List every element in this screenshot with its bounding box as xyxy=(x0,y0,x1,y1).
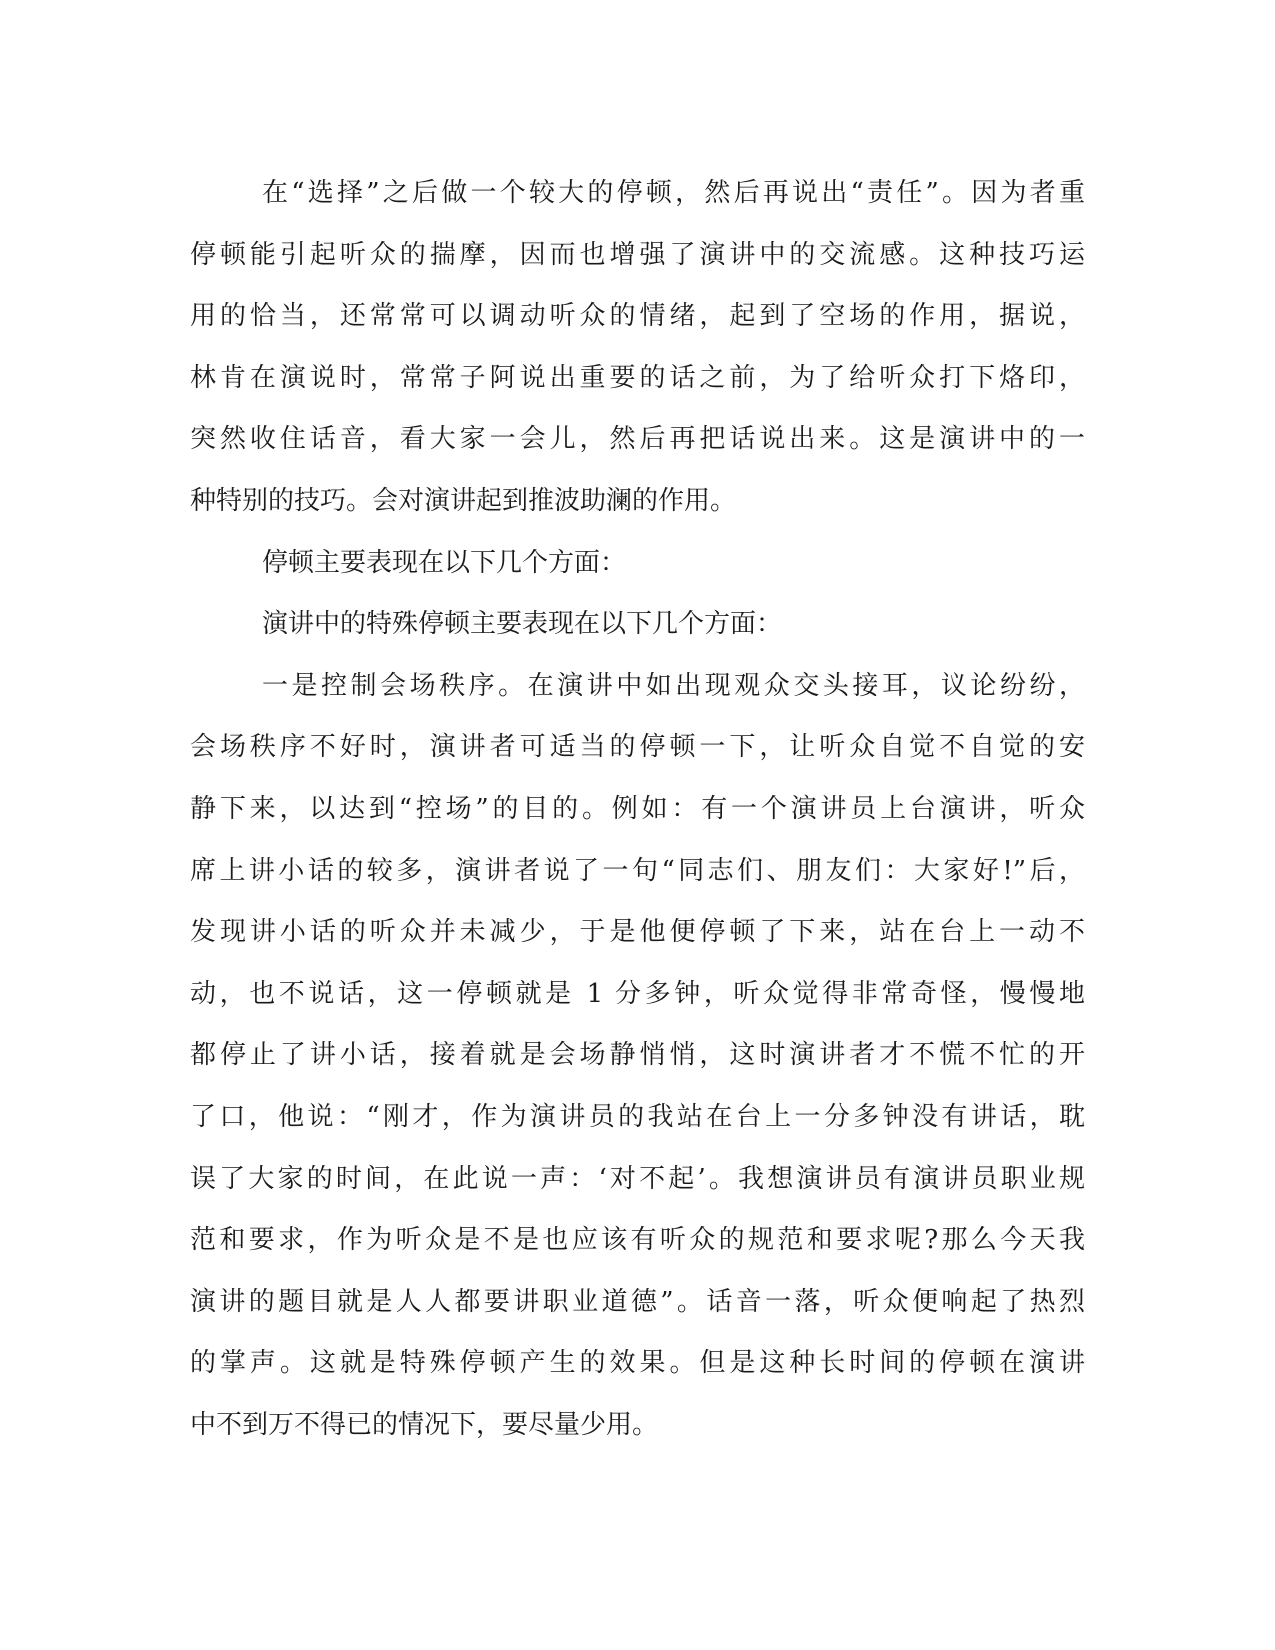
paragraph xyxy=(190,163,1085,533)
text-line: 的掌声。这就是特殊停顿产生的效果。但是这种长时间的停顿在演讲 xyxy=(190,1348,1085,1379)
text-line: 了口，他说：“刚才，作为演讲员的我站在台上一分多钟没有讲话，耽 xyxy=(190,1101,1085,1132)
text-line: 都停止了讲小话，接着就是会场静悄悄，这时演讲者才不慌不忙的开 xyxy=(190,1040,1085,1071)
text-line: 种特别的技巧。会对演讲起到推波助澜的作用。 xyxy=(190,485,737,516)
text-line: 演讲的题目就是人人都要讲职业道德”。话音一落，听众便响起了热烈 xyxy=(190,1286,1085,1317)
text-line: 范和要求，作为听众是不是也应该有听众的规范和要求呢?那么今天我 xyxy=(190,1225,1085,1256)
text-line: 演讲中的特殊停顿主要表现在以下几个方面： xyxy=(262,609,783,640)
text-line: 席上讲小话的较多，演讲者说了一句“同志们、朋友们：大家好!”后， xyxy=(190,855,1085,886)
text-line: 静下来，以达到“控场”的目的。例如：有一个演讲员上台演讲，听众 xyxy=(190,793,1085,824)
text-line: 在“选择”之后做一个较大的停顿，然后再说出“责任”。因为者重 xyxy=(262,178,1085,208)
paragraph xyxy=(190,594,1085,656)
text-line: 动，也不说话，这一停顿就是 1 分多钟，听众觉得非常奇怪，慢慢地 xyxy=(190,978,1085,1009)
text-line: 中不到万不得已的情况下，要尽量少用。 xyxy=(190,1409,659,1440)
text-line: 停顿能引起听众的揣摩，因而也增强了演讲中的交流感。这种技巧运 xyxy=(190,239,1085,270)
text-line: 会场秩序不好时，演讲者可适当的停顿一下，让听众自觉不自觉的安 xyxy=(190,732,1085,763)
text-line: 误了大家的时间，在此说一声：‘对不起’。我想演讲员有演讲员职业规 xyxy=(190,1163,1085,1194)
text-line: 突然收住话音，看大家一会儿，然后再把话说出来。这是演讲中的一 xyxy=(190,424,1085,455)
text-line: 用的恰当，还常常可以调动听众的情绪，起到了空场的作用，据说， xyxy=(190,301,1085,332)
document-body xyxy=(190,163,1085,1456)
text-line: 林肯在演说时，常常子阿说出重要的话之前，为了给听众打下烙印， xyxy=(190,362,1085,393)
text-line: 发现讲小话的听众并未减少，于是他便停顿了下来，站在台上一动不 xyxy=(190,917,1085,948)
paragraph xyxy=(190,656,1085,1457)
paragraph xyxy=(190,533,1085,595)
text-line: 停顿主要表现在以下几个方面： xyxy=(262,547,627,578)
text-line: 一是控制会场秩序。在演讲中如出现观众交头接耳，议论纷纷， xyxy=(262,670,1085,701)
